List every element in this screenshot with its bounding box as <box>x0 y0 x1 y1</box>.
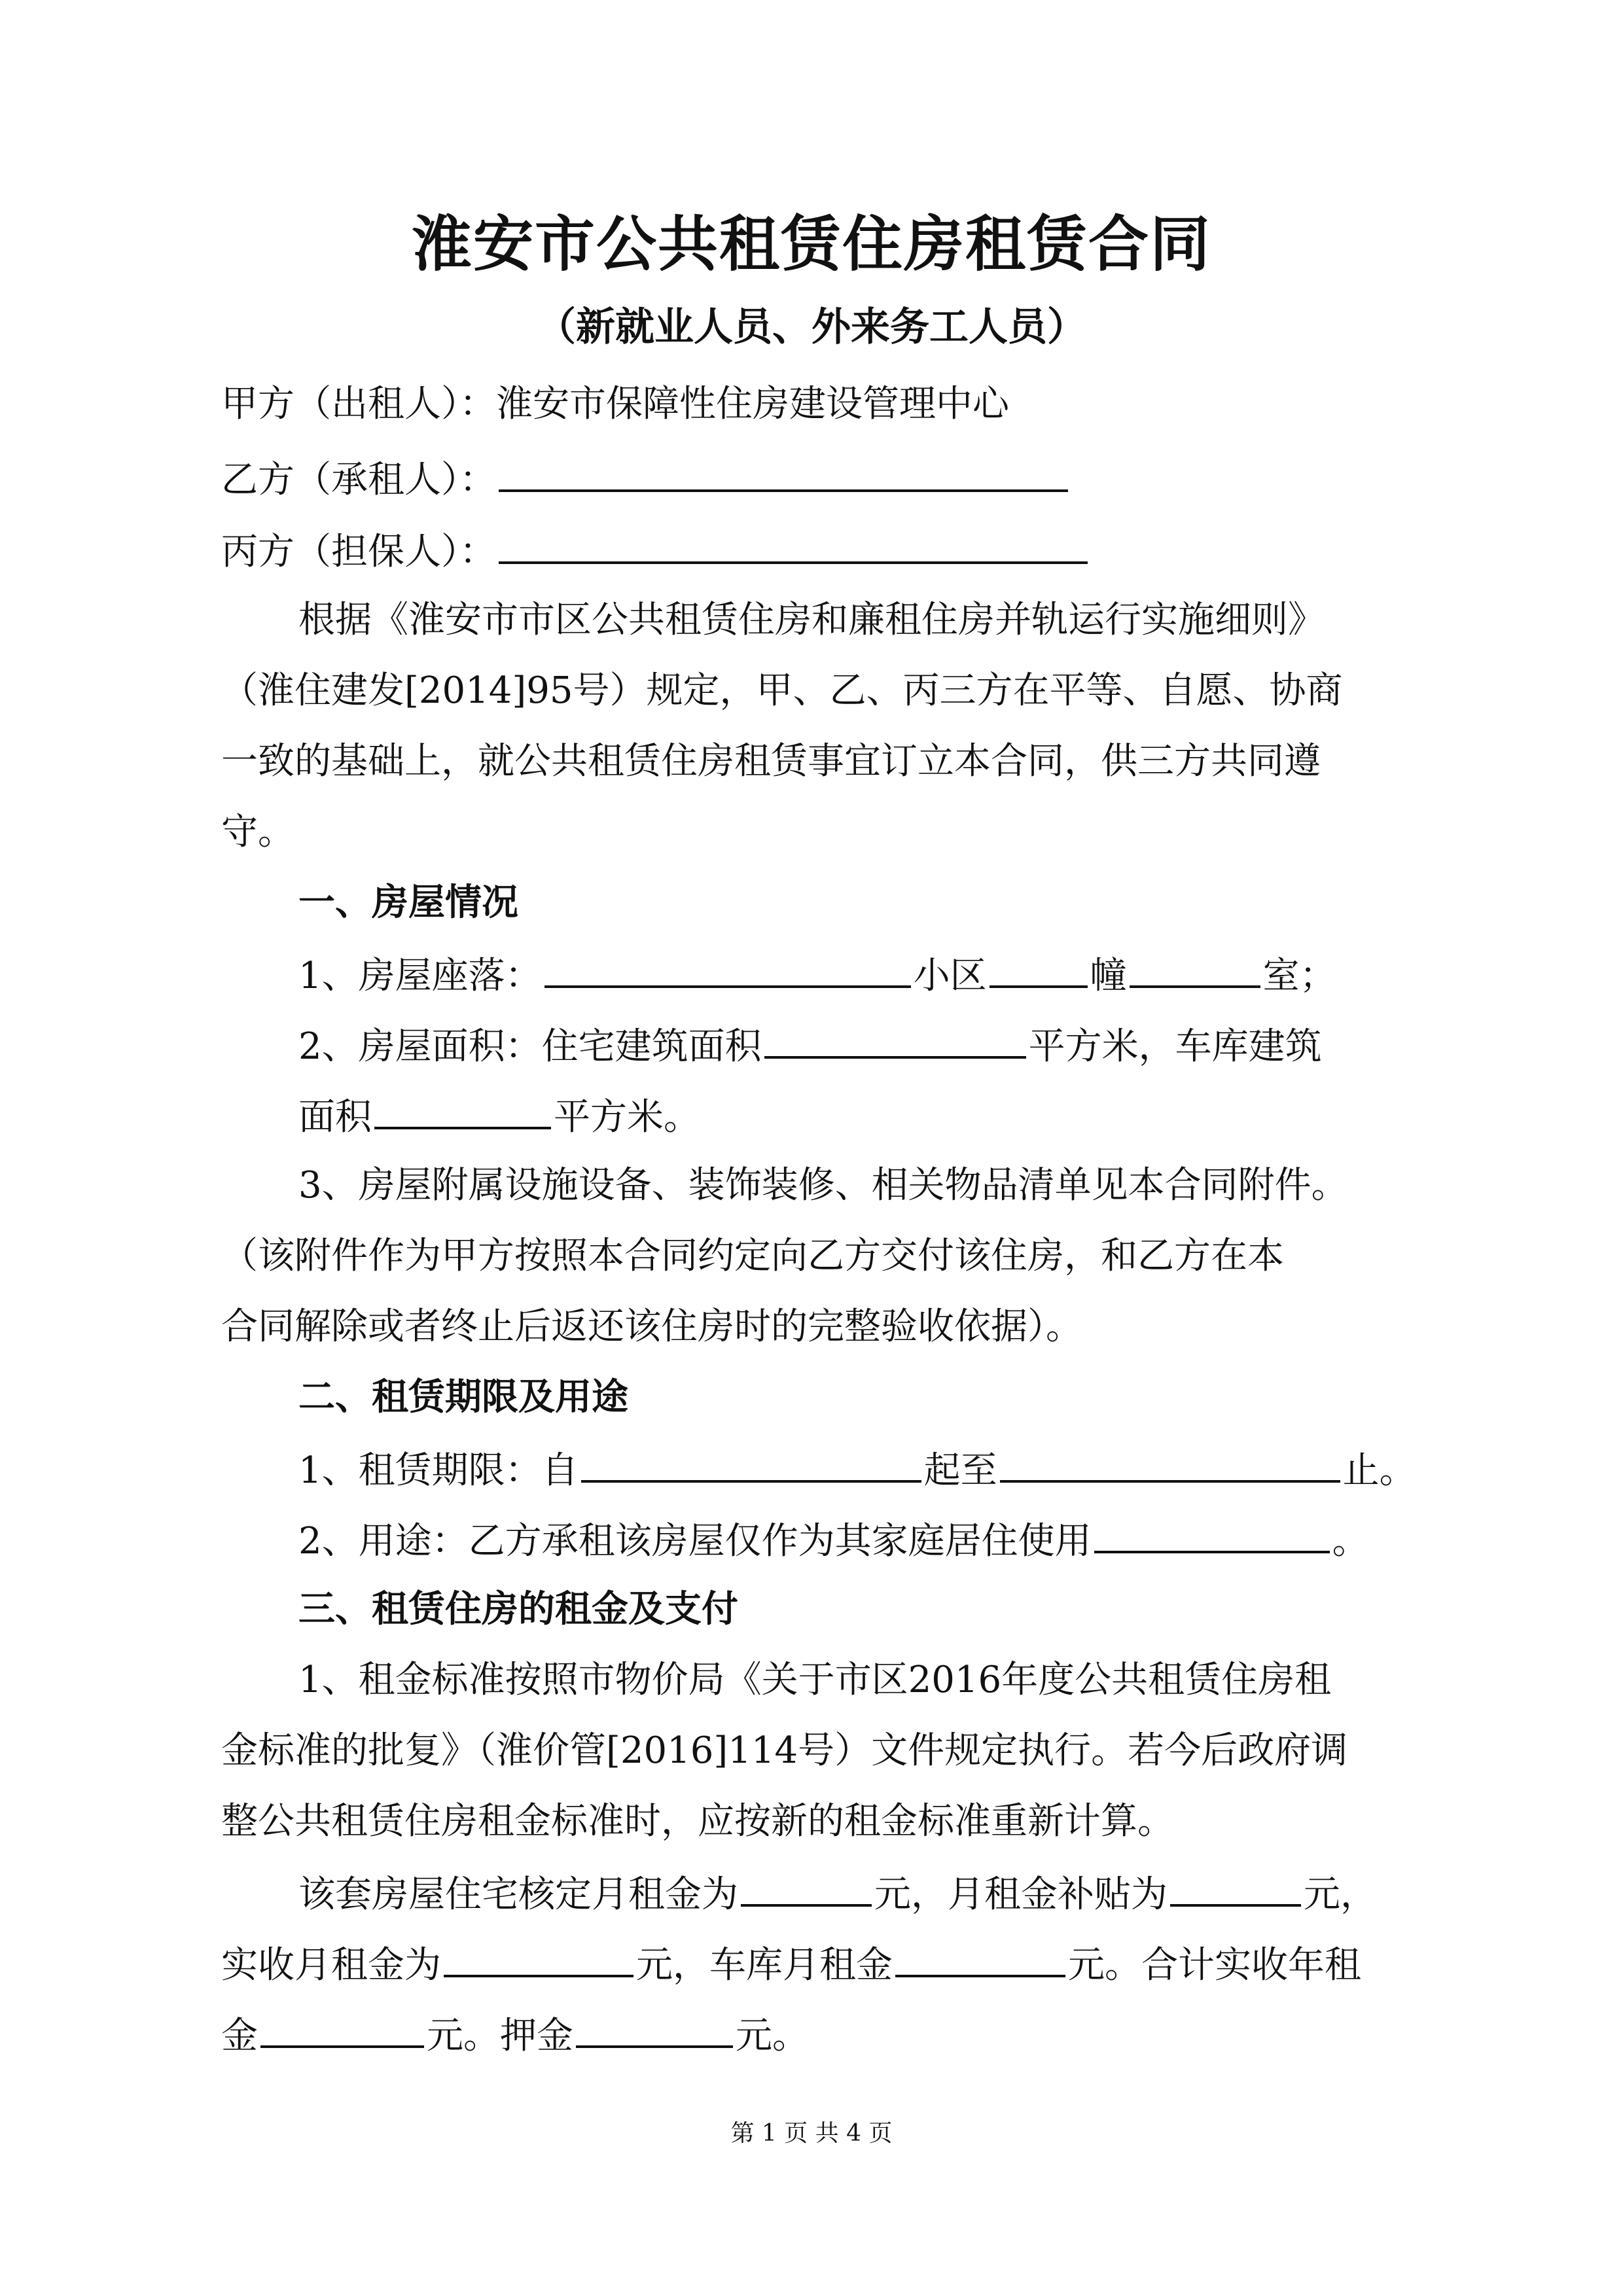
page-title: 淮安市公共租赁住房租赁合同 <box>411 209 1211 279</box>
section-1-item-3-line-2: （该附件作为甲方按照本合同约定向乙方交付该住房，和乙方在本 <box>221 1235 1284 1277</box>
garage-area-blank <box>374 1089 551 1129</box>
party-c-line <box>221 523 1090 576</box>
area-label: 2、房屋面积：住宅建筑面积 <box>298 1025 762 1068</box>
actual-rent-label: 实收月租金为 <box>221 1944 441 1987</box>
intro-line-1: 根据《淮安市市区公共租赁住房和廉租住房并轨运行实施细则》 <box>298 599 1325 641</box>
intro-line-3: 一致的基础上，就公共租赁住房租赁事宜订立本合同，供三方共同遵 <box>221 740 1321 783</box>
deposit-unit: 元。 <box>736 2015 809 2057</box>
subsidy-unit: 元， <box>1304 1873 1377 1916</box>
intro-line-4: 守。 <box>221 811 294 853</box>
garage-area-label: 面积 <box>298 1096 372 1139</box>
location-blank <box>544 947 911 988</box>
party-b-label: 乙方（承租人）： <box>221 459 496 501</box>
section-2-item-2 <box>298 1513 1369 1565</box>
subsidy-label: 元，月租金补贴为 <box>874 1873 1168 1916</box>
party-b-line <box>221 451 1071 504</box>
intro-line-2: （淮住建发[2014]95号）规定，甲、乙、丙三方在平等、自愿、协商 <box>221 669 1343 712</box>
section-3-item-1-line-2: 金标准的批复》（淮价管[2016]114号）文件规定执行。若今后政府调 <box>221 1729 1348 1772</box>
section-1-item-2 <box>298 1018 1322 1070</box>
section-1-item-3-line-1: 3、房屋附属设施设备、装饰装修、相关物品清单见本合同附件。 <box>298 1164 1348 1207</box>
party-c-label: 丙方（担保人）： <box>221 531 496 573</box>
section-1-heading: 一、房屋情况 <box>298 881 518 924</box>
term-label: 1、租赁期限：自 <box>298 1449 579 1492</box>
party-c-blank <box>499 523 1088 564</box>
section-3-heading: 三、租赁住房的租金及支付 <box>298 1588 738 1631</box>
chuang-label: 幢 <box>1090 955 1127 997</box>
annual-rent-label-cont: 金 <box>221 2015 258 2057</box>
usage-label: 2、用途：乙方承租该房屋仅作为其家庭居住使用 <box>298 1520 1092 1563</box>
party-a-line <box>221 378 1009 431</box>
section-3-item-1-line-1: 1、租金标准按照市物价局《关于市区2016年度公共租赁住房租 <box>298 1659 1332 1701</box>
monthly-rent-label: 该套房屋住宅核定月租金为 <box>298 1873 738 1916</box>
section-1-item-2-cont <box>298 1089 700 1141</box>
usage-blank <box>1094 1513 1330 1553</box>
room-blank <box>1130 947 1260 988</box>
section-1-item-1 <box>298 947 1336 1000</box>
rent-line-1 <box>298 1866 1377 1918</box>
xiaoqu-label: 小区 <box>913 955 987 997</box>
monthly-rent-blank <box>741 1866 872 1907</box>
deposit-label: 元。押金 <box>427 2015 573 2057</box>
rent-line-3 <box>221 2007 809 2060</box>
party-b-blank <box>499 451 1068 492</box>
garage-rent-label: 元，车库月租金 <box>636 1944 893 1987</box>
usage-end: 。 <box>1332 1520 1369 1563</box>
party-a-value: 淮安市保障性住房建设管理中心 <box>496 383 1009 425</box>
term-start-blank <box>581 1442 921 1483</box>
party-a-label: 甲方（出租人）： <box>221 383 496 425</box>
term-mid-label: 起至 <box>923 1449 997 1492</box>
actual-rent-blank <box>444 1937 633 1977</box>
annual-rent-blank <box>260 2007 424 2048</box>
deposit-blank <box>576 2007 733 2048</box>
area-mid-label: 平方米，车库建筑 <box>1028 1025 1322 1068</box>
shi-label: 室； <box>1262 955 1336 997</box>
building-blank <box>990 947 1088 988</box>
location-label: 1、房屋座落： <box>298 955 542 997</box>
section-3-item-1-line-3: 整公共租赁住房租金标准时，应按新的租金标准重新计算。 <box>221 1800 1174 1843</box>
section-2-item-1 <box>298 1442 1416 1494</box>
section-1-item-3-line-3: 合同解除或者终止后返还该住房时的完整验收依据）。 <box>221 1305 1082 1348</box>
annual-rent-label: 元。合计实收年租 <box>1068 1944 1361 1987</box>
term-end-blank <box>1000 1442 1340 1483</box>
garage-area-unit: 平方米。 <box>554 1096 700 1139</box>
page-footer: 第 1 页 共 4 页 <box>730 2120 893 2147</box>
section-2-heading: 二、租赁期限及用途 <box>298 1376 628 1419</box>
rent-line-2 <box>221 1937 1361 1989</box>
subsidy-blank <box>1170 1866 1301 1907</box>
term-end-label: 止。 <box>1342 1449 1416 1492</box>
garage-rent-blank <box>895 1937 1065 1977</box>
house-area-blank <box>764 1018 1026 1059</box>
page-subtitle: （新就业人员、外来务工人员） <box>537 304 1086 350</box>
